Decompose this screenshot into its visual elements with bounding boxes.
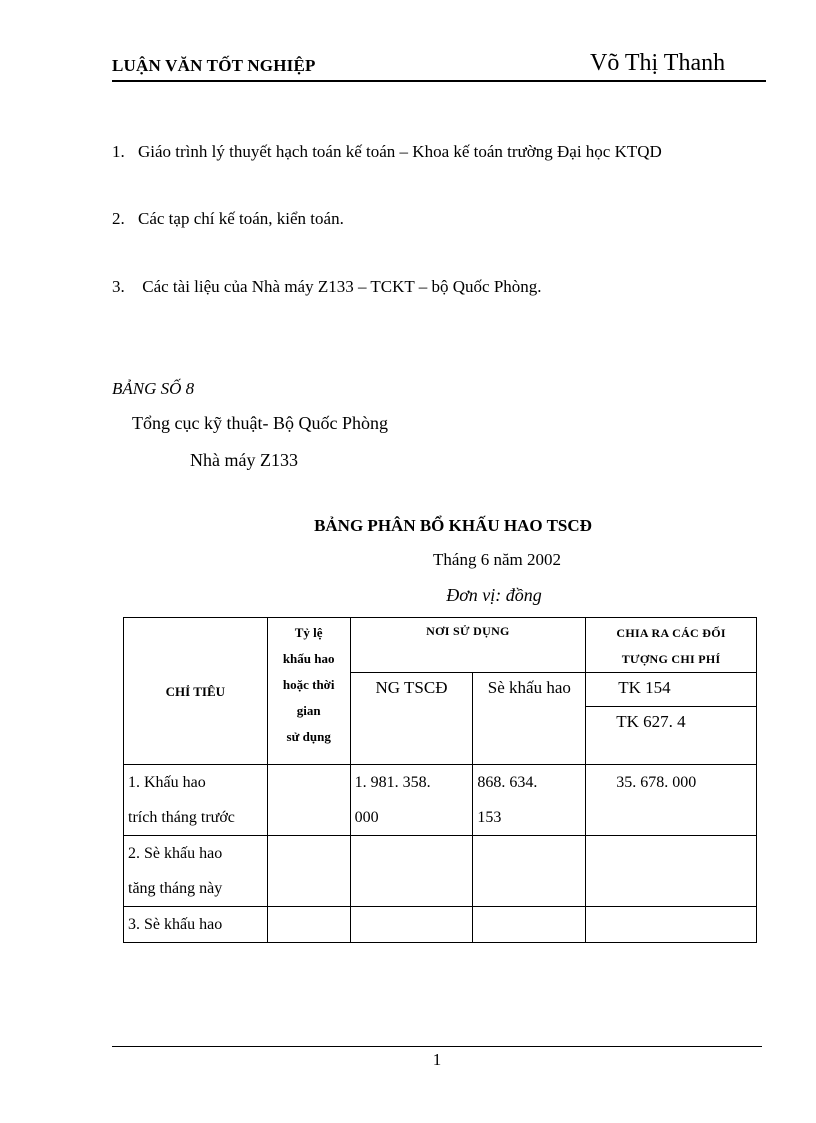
row-se-khau-hao <box>473 836 586 907</box>
reference-text: Các tạp chí kế toán, kiển toán. <box>138 209 344 228</box>
header-chi-tieu: CHỈ TIÊU <box>124 618 268 765</box>
header-chia-ra-line: CHIA RA CÁC ĐỐI <box>616 626 726 640</box>
header-ng-tscd: NG TSCĐ <box>350 673 473 765</box>
header-chia-ra <box>586 618 757 673</box>
header-ty-le-line: Tỷ lệ <box>294 625 323 640</box>
org-line-1: Tổng cục kỹ thuật- Bộ Quốc Phòng <box>132 413 388 433</box>
depreciation-allocation-table <box>123 617 757 943</box>
table-unit: Đơn vị: đồng <box>446 585 542 605</box>
header-noi-su-dung: NƠI SỬ DỤNG <box>350 618 586 673</box>
row-chia-ra <box>586 907 757 943</box>
header-tk-154: TK 154 <box>586 673 757 707</box>
row-label-line: trích tháng trước <box>128 809 235 826</box>
header-tk-627: TK 627. 4 <box>586 707 757 765</box>
header-divider <box>112 80 766 82</box>
row-ty-le <box>267 907 350 943</box>
row-se-khau-hao <box>473 907 586 943</box>
reference-number: 3. <box>112 277 125 296</box>
header-chia-ra-line: TƯỢNG CHI PHÍ <box>621 652 721 666</box>
row-label-line: 2. Sè khấu hao <box>128 845 223 862</box>
row-ng-tscd <box>350 765 473 836</box>
row-ng-tscd <box>350 907 473 943</box>
header-ty-le <box>267 618 350 765</box>
table-month: Tháng 6 năm 2002 <box>433 550 561 569</box>
reference-item <box>112 142 662 162</box>
row-label-line: 3. Sè khấu hao <box>128 916 223 933</box>
table-row <box>124 907 757 943</box>
org-line-2: Nhà máy Z133 <box>190 450 298 470</box>
header-ty-le-line: hoặc thời <box>282 677 335 692</box>
reference-number: 2. <box>112 209 125 228</box>
table-row <box>124 765 757 836</box>
row-label-line: tăng tháng này <box>128 880 223 897</box>
header-se-khau-hao: Sè khấu hao <box>473 673 586 765</box>
footer-divider <box>112 1046 762 1047</box>
reference-text: Các tài liệu của Nhà máy Z133 – TCKT – bộ Quốc Phòng. <box>138 277 542 296</box>
table-row <box>124 836 757 907</box>
row-ng-line: 1. 981. 358. <box>354 774 431 791</box>
row-label-line: 1. Khấu hao <box>128 774 206 791</box>
page-number: 1 <box>432 1050 442 1069</box>
row-ty-le <box>267 836 350 907</box>
header-ty-le-line: khấu hao <box>282 651 335 666</box>
row-se-line: 153 <box>477 809 502 826</box>
reference-item <box>112 209 344 229</box>
row-se-khau-hao <box>473 765 586 836</box>
header-author: Võ Thị Thanh <box>590 50 726 76</box>
table-label: BẢNG SỐ 8 <box>112 379 195 398</box>
header-ty-le-line: sử dụng <box>286 729 331 744</box>
header-ty-le-line: gian <box>296 703 321 718</box>
row-ty-le <box>267 765 350 836</box>
row-se-line: 868. 634. <box>477 774 538 791</box>
row-ng-tscd <box>350 836 473 907</box>
row-chia-ra: 35. 678. 000 <box>586 765 757 836</box>
table-title: BẢNG PHÂN BỔ KHẤU HAO TSCĐ <box>314 516 592 535</box>
row-label <box>124 765 268 836</box>
reference-item <box>112 277 542 297</box>
row-chia-ra <box>586 836 757 907</box>
reference-number: 1. <box>112 142 125 161</box>
reference-text: Giáo trình lý thuyết hạch toán kế toán – Khoa kế toán trường Đại học KTQD <box>138 142 662 161</box>
row-label <box>124 907 268 943</box>
row-ng-line: 000 <box>354 809 379 826</box>
row-label <box>124 836 268 907</box>
header-thesis-title: LUẬN VĂN TỐT NGHIỆP <box>112 56 316 75</box>
